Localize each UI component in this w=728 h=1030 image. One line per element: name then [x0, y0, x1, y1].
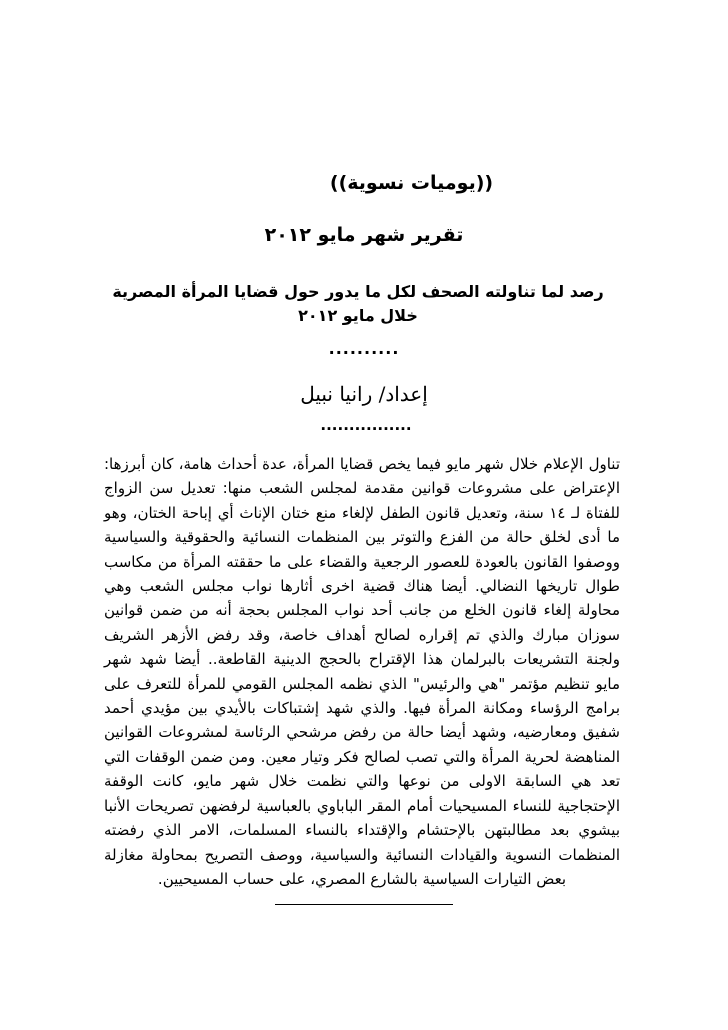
- author-line: إعداد/ رانيا نبيل: [300, 382, 428, 406]
- separator-dots: ..........: [328, 339, 400, 358]
- report-summary: رصد لما تناولته الصحف لكل ما يدور حول قضايا المرأة المصرية خلال مايو ٢٠١٢: [112, 282, 604, 325]
- separator-dots-2: ................: [320, 416, 412, 434]
- end-rule: [275, 904, 453, 905]
- document-title: ((يوميات نسوية)): [329, 172, 494, 194]
- body-paragraph: تناول الإعلام خلال شهر مايو فيما يخص قضايا المرأة، عدة أحداث هامة، كان أبرزها: الإعتراض على مشروعات قوانين مقدمة لمجلس الشعب منها: تعديل سن الزواج للفتاة لـ ١٤ سنة، وتعديل قانون الطفل لإلغاء منع ختان الإناث أي إباحة الختان، وهو ما أدى لخلق حالة من الفزع والتوتر بين المنظمات النسائية والحقوقية والسياسية ووصفوا القانون بالعودة للعصور الرجعية والقضاء على ما حققته المرأة من مكاسب طوال تاريخها النضالي. أيضا هناك قضية اخرى أثارها نواب مجلس الشعب وهي محاولة إلغاء قانون الخلع من جانب أحد نواب المجلس بحجة أنه من ضمن قوانين سوزان مبارك والذي تم إقراره لصالح أهداف خاصة، وقد رفض الأزهر الشريف ولجنة التشريعات بالبرلمان هذا الإقتراح بالحجج الدينية القاطعة.. أيضا شهد شهر مايو تنظيم مؤتمر "هي والرئيس" الذي نظمه المجلس القومي للمرأة للتعرف على برامج الرؤساء ومكانة المرأة فيها. والذي شهد إشتباكات بالأيدي بين مؤيدي أحمد شفيق ومعارضيه، وشهد أيضا حالة من رفض مرشحي الرئاسة لمشروعات القوانين المناهضة لحرية المرأة والتي تصب لصالح فكر وتيار معين. ومن ضمن الوقفات التي تعد هي السابقة الاولى من نوعها والتي نظمت خلال شهر مايو، كانت الوقفة الإحتجاجية للنساء المسيحيات أمام المقر الباباوي بالعباسية لرفضهن تصريحات الأنبا بيشوي بعد مطالبتهن بالإحتشام والإقتداء بالنساء المسلمات، الامر الذي رفضته المنظمات النسوية والقيادات النسائية والسياسية، ووصف التصريح بمحاولة مغازلة بعض التيارات السياسية بالشارع المصري، على حساب المسيحيين.: [104, 455, 621, 888]
- report-subtitle: تقرير شهر مايو ٢٠١٢: [264, 224, 464, 246]
